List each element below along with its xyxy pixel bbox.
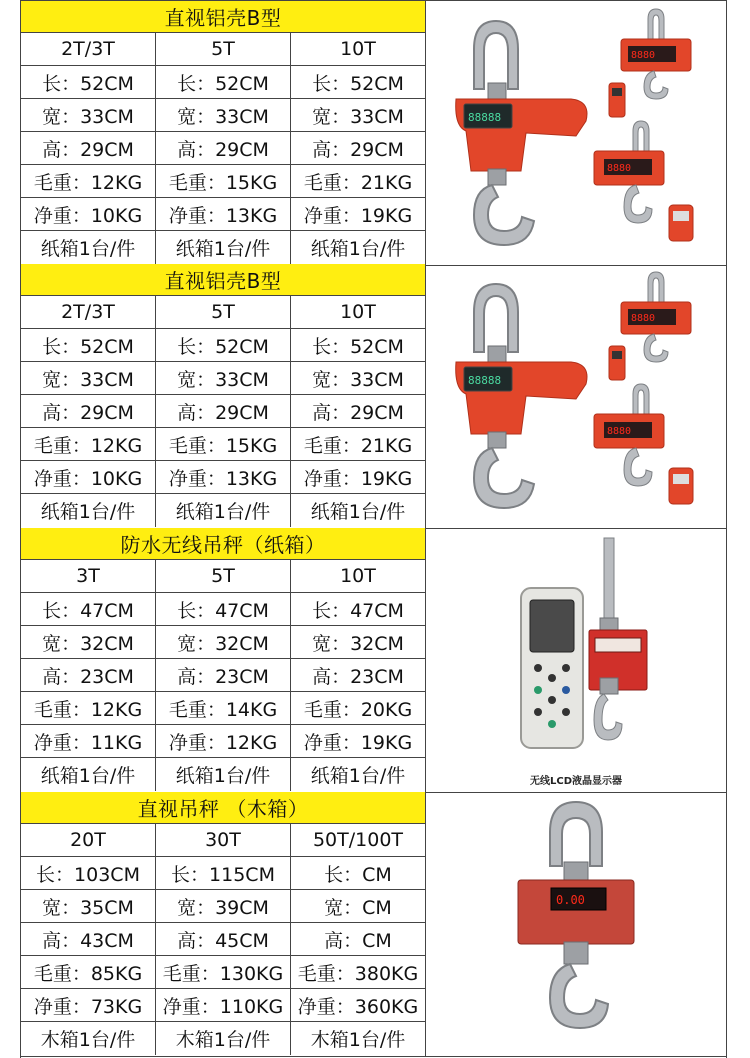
length-cell: 长：47CM [21, 593, 156, 626]
packing-cell: 木箱1台/件 [156, 1022, 291, 1055]
large-red-crane-scale-illustration [426, 792, 726, 1056]
width-cell: 宽：33CM [21, 99, 156, 132]
width-cell: 宽：33CM [21, 362, 156, 395]
section-title: 直视铝壳B型 [21, 1, 425, 33]
svg-text:88888: 88888 [468, 111, 502, 124]
gross-weight-cell: 毛重：21KG [291, 165, 425, 198]
net-weight-cell: 净重：73KG [21, 989, 156, 1022]
spec-table [21, 1, 426, 265]
gross-weight-cell: 毛重：12KG [21, 428, 156, 461]
height-cell: 高：29CM [156, 395, 291, 428]
table-row [21, 758, 425, 791]
product-photo [426, 792, 726, 1056]
width-cell: 宽：33CM [291, 362, 425, 395]
table-row [21, 1022, 425, 1055]
photo-caption: 无线LCD液晶显示器 [529, 776, 622, 787]
net-weight-cell: 净重：19KG [291, 198, 425, 231]
net-weight-cell: 净重：12KG [156, 725, 291, 758]
packing-cell: 木箱1台/件 [21, 1022, 156, 1055]
net-weight-cell: 净重：19KG [291, 725, 425, 758]
width-cell: 宽：CM [291, 890, 425, 923]
table-row [21, 428, 425, 461]
table-row [21, 725, 425, 758]
capacity-cell: 2T/3T [21, 296, 156, 329]
length-cell: 长：52CM [21, 329, 156, 362]
table-row [21, 296, 425, 329]
width-cell: 宽：32CM [291, 626, 425, 659]
width-cell: 宽：32CM [156, 626, 291, 659]
length-cell: 长：47CM [291, 593, 425, 626]
table-row [21, 659, 425, 692]
net-weight-cell: 净重：13KG [156, 461, 291, 494]
table-row [21, 66, 425, 99]
packing-cell: 纸箱1台/件 [21, 494, 156, 527]
table-row [21, 198, 425, 231]
gross-weight-cell: 毛重：15KG [156, 428, 291, 461]
svg-text:88888: 88888 [468, 374, 502, 387]
length-cell: 长：CM [291, 857, 425, 890]
table-row [21, 989, 425, 1022]
table-row [21, 165, 425, 198]
net-weight-cell: 净重：19KG [291, 461, 425, 494]
table-row [21, 231, 425, 264]
svg-text:8880: 8880 [607, 426, 632, 437]
section-title: 防水无线吊秤（纸箱） [21, 528, 425, 560]
length-cell: 长：52CM [291, 66, 425, 99]
spec-sheet [20, 0, 727, 1058]
packing-cell: 纸箱1台/件 [310, 501, 406, 523]
height-cell: 高：29CM [291, 395, 425, 428]
width-cell: 宽：33CM [291, 99, 425, 132]
spec-table [21, 792, 426, 1056]
table-row [21, 33, 425, 66]
table-row [21, 329, 425, 362]
height-cell: 高：45CM [156, 923, 291, 956]
net-weight-cell: 净重：10KG [21, 461, 156, 494]
product-photo [426, 264, 726, 528]
height-cell: 高：23CM [291, 659, 425, 692]
svg-text:8880: 8880 [607, 163, 632, 174]
table-row [21, 132, 425, 165]
packing-cell: 纸箱1台/件 [156, 758, 291, 791]
table-row [21, 461, 425, 494]
packing-cell: 纸箱1台/件 [310, 238, 406, 260]
length-cell: 长：103CM [21, 857, 156, 890]
table-row [21, 824, 425, 857]
width-cell: 宽：32CM [21, 626, 156, 659]
product-photo [426, 1, 726, 265]
net-weight-cell: 净重：13KG [156, 198, 291, 231]
spec-table [21, 264, 426, 528]
svg-text:8880: 8880 [631, 313, 656, 324]
net-weight-cell: 净重：110KG [156, 989, 291, 1022]
wireless-scale-illustration [426, 528, 726, 792]
width-cell: 宽：35CM [21, 890, 156, 923]
capacity-cell: 2T/3T [21, 33, 156, 66]
capacity-cell: 10T [291, 33, 425, 66]
height-cell: 高：43CM [21, 923, 156, 956]
length-cell: 长：52CM [156, 329, 291, 362]
table-row [21, 362, 425, 395]
gross-weight-cell: 毛重：85KG [21, 956, 156, 989]
gross-weight-cell: 毛重：12KG [21, 692, 156, 725]
table-row [21, 99, 425, 132]
gross-weight-cell: 毛重：130KG [156, 956, 291, 989]
table-row [21, 626, 425, 659]
table-row [21, 857, 425, 890]
length-cell: 长：52CM [21, 66, 156, 99]
width-cell: 宽：33CM [156, 99, 291, 132]
capacity-cell: 3T [21, 560, 156, 593]
table-row [21, 890, 425, 923]
height-cell: 高：23CM [21, 659, 156, 692]
svg-text:0.00: 0.00 [556, 893, 585, 907]
gross-weight-cell: 毛重：15KG [156, 165, 291, 198]
height-cell: 高：CM [291, 923, 425, 956]
height-cell: 高：29CM [21, 395, 156, 428]
capacity-cell: 30T [156, 824, 291, 857]
gross-weight-cell: 毛重：14KG [156, 692, 291, 725]
capacity-cell: 50T/100T [291, 824, 425, 857]
section-title: 直视铝壳B型 [21, 264, 425, 296]
net-weight-cell: 净重：10KG [21, 198, 156, 231]
width-cell: 宽：33CM [156, 362, 291, 395]
capacity-cell: 20T [21, 824, 156, 857]
gross-weight-cell: 毛重：21KG [291, 428, 425, 461]
length-cell: 长：115CM [156, 857, 291, 890]
table-row [21, 923, 425, 956]
table-row [21, 395, 425, 428]
product-section-1 [21, 0, 726, 266]
gross-weight-cell: 毛重：380KG [291, 956, 425, 989]
svg-text:8880: 8880 [631, 50, 656, 61]
product-section-2 [21, 264, 726, 529]
height-cell: 高：29CM [21, 132, 156, 165]
packing-cell: 纸箱1台/件 [310, 765, 406, 787]
spec-table [21, 528, 426, 792]
capacity-cell: 5T [156, 296, 291, 329]
table-row [21, 494, 425, 527]
table-row [21, 593, 425, 626]
section-title: 直视吊秤 （木箱） [21, 792, 425, 824]
product-photo [426, 528, 726, 792]
packing-cell: 纸箱1台/件 [21, 758, 156, 791]
table-row [21, 692, 425, 725]
gross-weight-cell: 毛重：20KG [291, 692, 425, 725]
height-cell: 高：29CM [156, 132, 291, 165]
orange-crane-scale-illustration [426, 1, 726, 265]
packing-cell: 木箱1台/件 [310, 1029, 406, 1051]
table-row [21, 956, 425, 989]
length-cell: 长：52CM [291, 329, 425, 362]
width-cell: 宽：39CM [156, 890, 291, 923]
capacity-cell: 10T [291, 560, 425, 593]
height-cell: 高：29CM [291, 132, 425, 165]
capacity-cell: 10T [291, 296, 425, 329]
packing-cell: 纸箱1台/件 [156, 231, 291, 264]
capacity-cell: 5T [156, 33, 291, 66]
packing-cell: 纸箱1台/件 [156, 494, 291, 527]
capacity-cell: 5T [156, 560, 291, 593]
length-cell: 长：52CM [156, 66, 291, 99]
product-section-4 [21, 792, 726, 1057]
gross-weight-cell: 毛重：12KG [21, 165, 156, 198]
product-section-3 [21, 528, 726, 793]
table-row [21, 560, 425, 593]
net-weight-cell: 净重：11KG [21, 725, 156, 758]
packing-cell: 纸箱1台/件 [21, 231, 156, 264]
orange-crane-scale-illustration [426, 264, 726, 528]
length-cell: 长：47CM [156, 593, 291, 626]
net-weight-cell: 净重：360KG [291, 989, 425, 1022]
height-cell: 高：23CM [156, 659, 291, 692]
